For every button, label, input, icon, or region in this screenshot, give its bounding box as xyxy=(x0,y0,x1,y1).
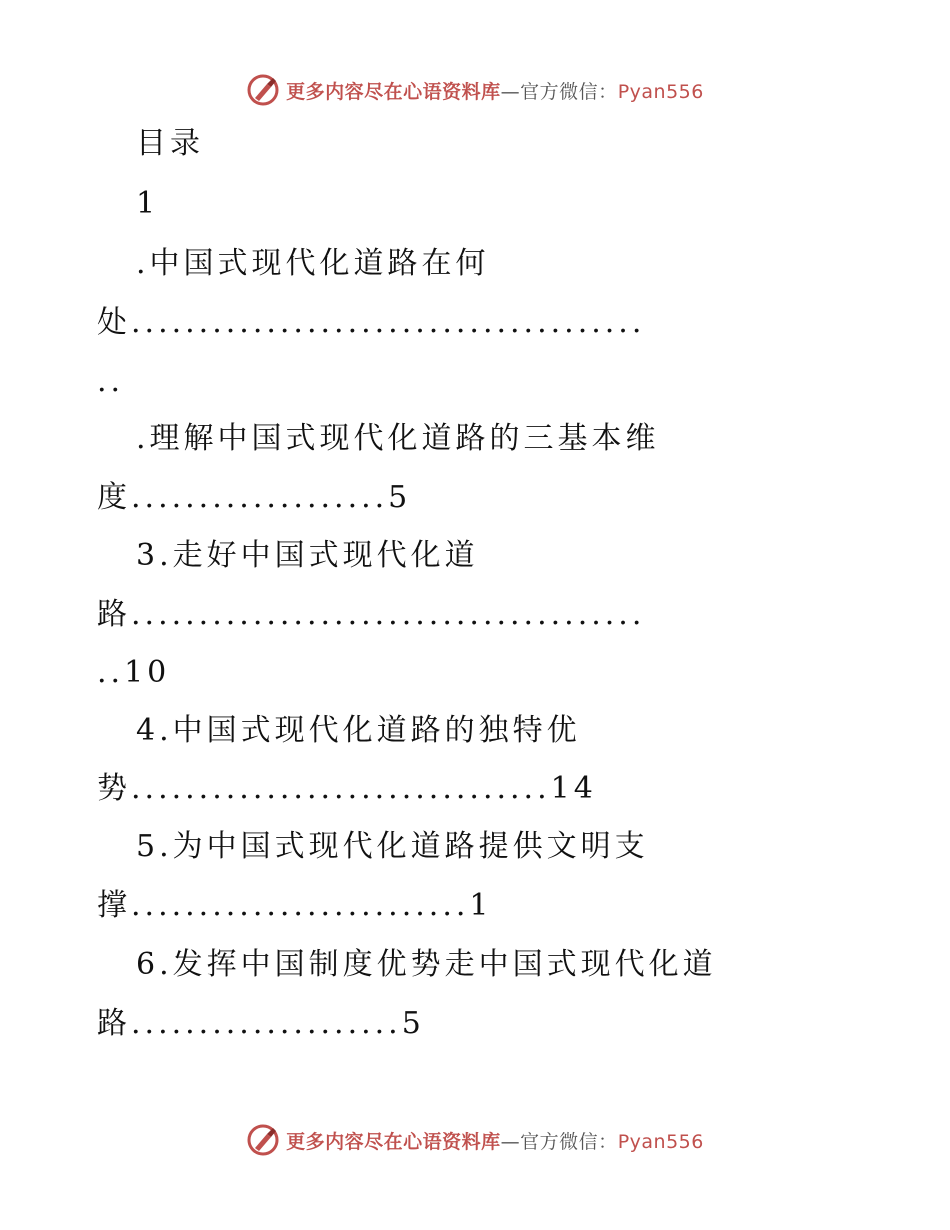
toc-line: .中国式现代化道路在何 xyxy=(136,246,490,281)
footer-banner-wechat-id: Pyan556 xyxy=(617,1130,704,1153)
toc-title: 目录 xyxy=(136,126,204,161)
toc-line: 撑.........................1 xyxy=(97,888,493,923)
toc-line: 1 xyxy=(136,186,160,221)
pen-logo-icon xyxy=(246,73,280,107)
toc-line: ..10 xyxy=(97,655,171,690)
footer-banner-title: 更多内容尽在心语资料库 xyxy=(286,1130,501,1153)
toc-line: 4.中国式现代化道路的独特优 xyxy=(136,713,581,748)
toc-line: .. xyxy=(97,364,125,399)
header-banner xyxy=(0,70,950,110)
header-banner-title: 更多内容尽在心语资料库 xyxy=(286,80,501,103)
header-banner-text xyxy=(286,77,704,104)
toc-line: 势...............................14 xyxy=(97,771,597,806)
header-banner-wechat-label: 官方微信： xyxy=(520,80,618,103)
toc-line: .理解中国式现代化道路的三基本维 xyxy=(136,421,660,456)
footer-banner-wechat-label: 官方微信： xyxy=(520,1130,618,1153)
toc-line: 度...................5 xyxy=(97,480,412,515)
pen-logo-icon xyxy=(246,1123,280,1157)
header-banner-separator: — xyxy=(500,80,521,103)
toc-line: 处...................................... xyxy=(97,305,646,340)
footer-banner xyxy=(0,1120,950,1160)
toc-line: 6.发挥中国制度优势走中国式现代化道 xyxy=(136,947,717,982)
toc-line: 5.为中国式现代化道路提供文明支 xyxy=(136,829,649,864)
footer-banner-separator: — xyxy=(500,1130,521,1153)
header-banner-wechat-id: Pyan556 xyxy=(617,80,704,103)
toc-line: 路...................................... xyxy=(97,597,646,632)
footer-banner-text xyxy=(286,1127,704,1154)
toc-line: 3.走好中国式现代化道 xyxy=(136,538,479,573)
toc-line: 路....................5 xyxy=(97,1006,425,1041)
